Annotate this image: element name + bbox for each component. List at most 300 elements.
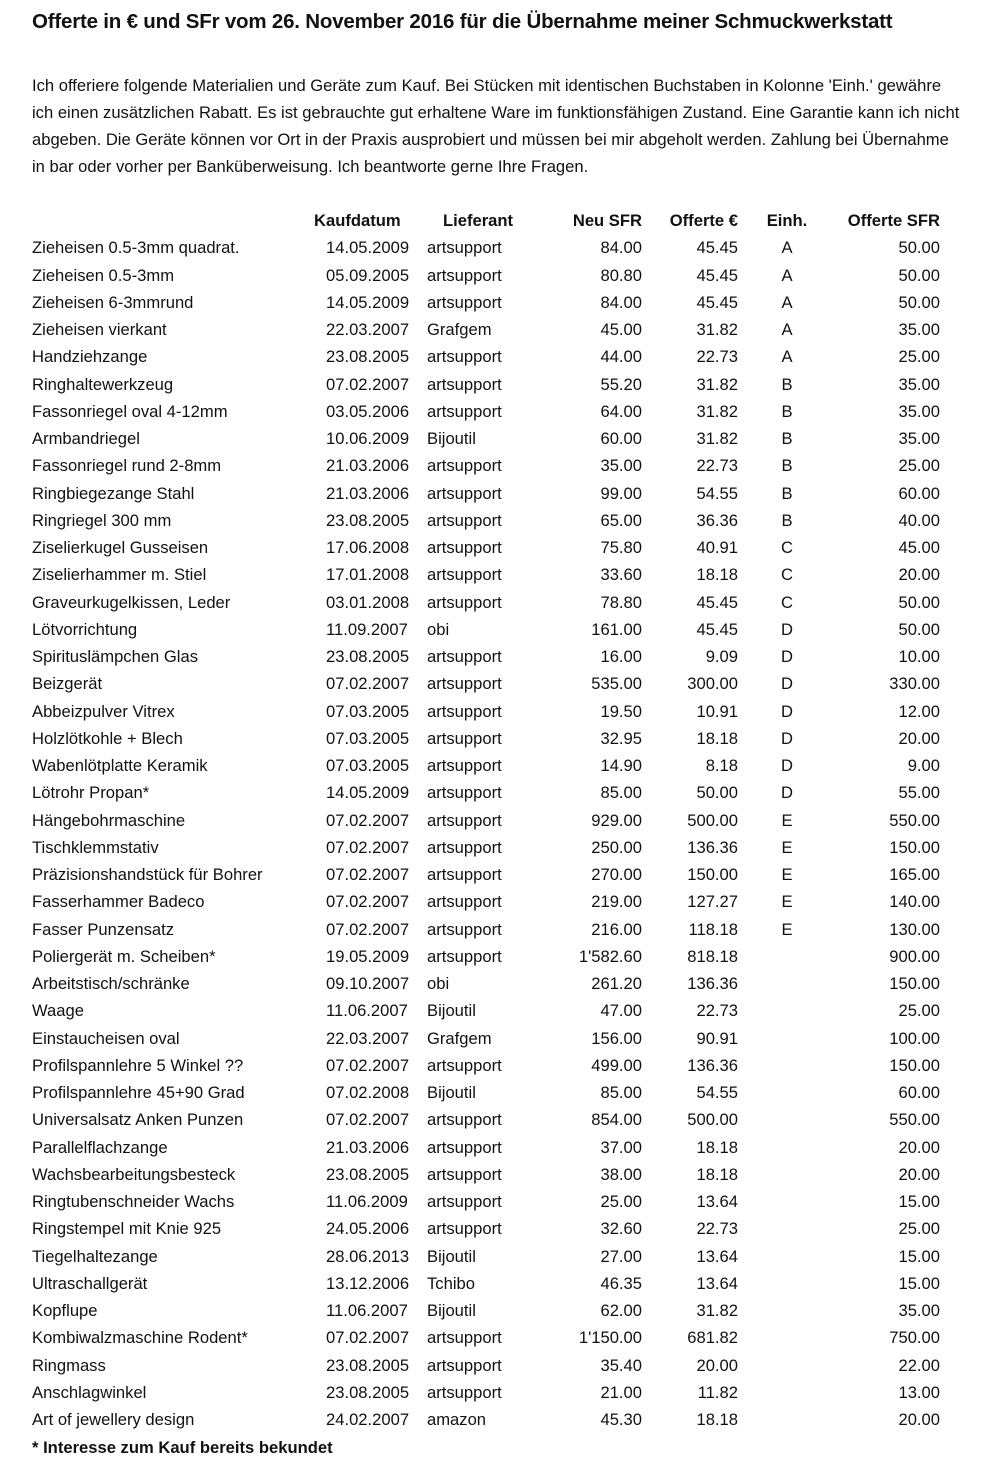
cell-item: Universalsatz Anken Punzen [32, 1110, 244, 1130]
table-row [0, 1106, 982, 1133]
cell-kaufdatum: 07.02.2008 [326, 1083, 410, 1102]
table-row [0, 616, 982, 643]
cell-lieferant: artsupport [427, 810, 502, 830]
cell-item: Einstaucheisen oval [32, 1028, 180, 1048]
cell-neu-sfr: 21.00 [600, 1382, 642, 1402]
cell-offerte-sfr: 60.00 [898, 1083, 940, 1102]
table-row [0, 425, 982, 452]
cell-offerte-eur: 13.64 [696, 1273, 738, 1293]
cell-lieferant: artsupport [427, 265, 502, 285]
cell-offerte-sfr: 13.00 [898, 1382, 940, 1402]
cell-item: Zieheisen 6-3mmrund [32, 292, 194, 312]
table-row [0, 997, 982, 1024]
cell-einh: E [781, 810, 793, 830]
cell-item: Holzlötkohle + Blech [32, 728, 183, 748]
table-row [0, 1379, 982, 1406]
cell-kaufdatum: 19.05.2009 [326, 946, 410, 966]
cell-offerte-sfr: 20.00 [898, 565, 940, 585]
cell-offerte-sfr: 20.00 [898, 1410, 940, 1429]
cell-offerte-eur: 500.00 [687, 810, 738, 830]
cell-kaufdatum: 14.05.2009 [326, 292, 410, 312]
cell-neu-sfr: 44.00 [600, 347, 642, 367]
cell-lieferant: artsupport [427, 865, 502, 884]
cell-offerte-eur: 40.91 [696, 538, 738, 557]
table-row [0, 289, 982, 316]
cell-item: Parallelflachzange [32, 1137, 168, 1157]
table-row [0, 1324, 982, 1351]
cell-offerte-eur: 22.73 [696, 1001, 738, 1021]
cell-offerte-sfr: 140.00 [889, 892, 940, 912]
cell-lieferant: artsupport [427, 892, 502, 912]
cell-offerte-sfr: 35.00 [898, 429, 940, 448]
cell-kaufdatum: 23.08.2005 [326, 1355, 410, 1375]
cell-einh: D [781, 756, 793, 775]
cell-neu-sfr: 46.35 [600, 1273, 642, 1293]
cell-offerte-sfr: 50.00 [898, 592, 940, 612]
cell-kaufdatum: 13.12.2006 [326, 1273, 410, 1293]
cell-offerte-sfr: 25.00 [898, 1001, 940, 1021]
table-row [0, 698, 982, 725]
table-row [0, 888, 982, 915]
table-row [0, 779, 982, 806]
table-row [0, 480, 982, 507]
cell-offerte-eur: 118.18 [688, 919, 738, 939]
cell-offerte-eur: 9.09 [705, 647, 738, 666]
cell-offerte-eur: 11.82 [697, 1382, 738, 1402]
cell-item: Tischklemmstativ [32, 837, 159, 857]
cell-neu-sfr: 270.00 [591, 865, 642, 884]
cell-kaufdatum: 28.06.2013 [326, 1246, 410, 1266]
cell-offerte-eur: 681.82 [687, 1328, 738, 1348]
cell-neu-sfr: 47.00 [600, 1001, 642, 1021]
table-row [0, 1025, 982, 1052]
cell-offerte-sfr: 25.00 [898, 456, 940, 476]
cell-item: Anschlagwinkel [32, 1382, 147, 1402]
cell-kaufdatum: 07.02.2007 [326, 674, 410, 694]
cell-item: Ziselierkugel Gusseisen [32, 538, 209, 557]
cell-lieferant: artsupport [427, 1110, 502, 1130]
cell-offerte-eur: 136.36 [687, 837, 738, 857]
cell-offerte-sfr: 55.00 [898, 783, 940, 803]
cell-lieferant: artsupport [427, 347, 502, 367]
cell-neu-sfr: 45.00 [600, 320, 642, 339]
cell-einh: B [781, 374, 793, 394]
cell-offerte-eur: 90.91 [696, 1028, 738, 1048]
cell-offerte-eur: 31.82 [696, 429, 738, 448]
table-row [0, 262, 982, 289]
cell-offerte-eur: 18.18 [696, 1137, 738, 1157]
cell-offerte-eur: 150.00 [687, 865, 738, 884]
cell-offerte-sfr: 50.00 [898, 292, 940, 312]
cell-einh: B [781, 510, 793, 530]
cell-offerte-sfr: 22.00 [898, 1355, 940, 1375]
cell-lieferant: artsupport [427, 401, 502, 421]
cell-kaufdatum: 11.06.2009 [326, 1192, 408, 1211]
cell-lieferant: Bijoutil [427, 1001, 476, 1021]
cell-einh: C [781, 538, 793, 557]
cell-offerte-sfr: 150.00 [889, 837, 940, 857]
cell-item: Ultraschallgerät [32, 1273, 148, 1293]
cell-neu-sfr: 499.00 [591, 1055, 642, 1075]
cell-kaufdatum: 07.02.2007 [326, 1055, 410, 1075]
cell-lieferant: Grafgem [427, 1028, 492, 1048]
table-row [0, 1079, 982, 1106]
cell-offerte-sfr: 35.00 [898, 401, 940, 421]
cell-offerte-eur: 10.91 [696, 701, 738, 721]
cell-offerte-eur: 31.82 [696, 1301, 738, 1320]
cell-lieferant: Bijoutil [427, 1246, 476, 1266]
table-row [0, 861, 982, 888]
cell-neu-sfr: 75.80 [600, 538, 642, 557]
cell-offerte-eur: 45.45 [696, 265, 738, 285]
cell-item: Profilspannlehre 45+90 Grad [32, 1083, 245, 1102]
cell-offerte-eur: 22.73 [696, 1219, 738, 1239]
table-row [0, 1270, 982, 1297]
table-row [0, 725, 982, 752]
cell-item: Ringtubenschneider Wachs [32, 1192, 235, 1211]
cell-item: Ringhaltewerkzeug [32, 374, 174, 394]
cell-einh: D [781, 728, 793, 748]
cell-offerte-eur: 31.82 [696, 320, 738, 339]
cell-neu-sfr: 216.00 [591, 919, 642, 939]
cell-neu-sfr: 38.00 [600, 1164, 642, 1184]
cell-lieferant: artsupport [427, 1328, 502, 1348]
cell-offerte-eur: 13.64 [696, 1246, 738, 1266]
cell-einh: D [781, 674, 793, 694]
cell-offerte-sfr: 45.00 [898, 538, 940, 557]
cell-einh: A [781, 265, 793, 285]
cell-kaufdatum: 07.03.2005 [326, 701, 410, 721]
cell-kaufdatum: 22.03.2007 [326, 1028, 410, 1048]
cell-item: Zieheisen 0.5-3mm [32, 265, 175, 285]
cell-lieferant: artsupport [427, 1055, 502, 1075]
table-row [0, 1297, 982, 1324]
cell-neu-sfr: 78.80 [600, 592, 642, 612]
cell-offerte-eur: 18.18 [696, 1410, 738, 1429]
cell-lieferant: artsupport [427, 510, 502, 530]
cell-lieferant: artsupport [427, 483, 502, 503]
table-row [0, 1243, 982, 1270]
cell-offerte-eur: 31.82 [696, 401, 738, 421]
cell-offerte-eur: 22.73 [696, 456, 738, 476]
cell-item: Zieheisen vierkant [32, 320, 167, 339]
table-row [0, 371, 982, 398]
cell-item: Fasser Punzensatz [32, 919, 175, 939]
cell-kaufdatum: 09.10.2007 [326, 974, 410, 993]
cell-neu-sfr: 219.00 [591, 892, 642, 912]
cell-neu-sfr: 37.00 [600, 1137, 642, 1157]
cell-neu-sfr: 85.00 [600, 783, 642, 803]
cell-item: Arbeitstisch/schränke [32, 974, 190, 993]
cell-offerte-eur: 136.36 [687, 974, 738, 993]
table-row [0, 234, 982, 261]
cell-item: Ziselierhammer m. Stiel [32, 565, 207, 585]
table-row [0, 1352, 982, 1379]
cell-item: Profilspannlehre 5 Winkel ?? [32, 1055, 244, 1075]
cell-neu-sfr: 85.00 [600, 1083, 642, 1102]
cell-offerte-sfr: 20.00 [898, 728, 940, 748]
cell-kaufdatum: 23.08.2005 [326, 1382, 410, 1402]
cell-offerte-sfr: 20.00 [898, 1137, 940, 1157]
cell-offerte-sfr: 9.00 [907, 756, 940, 775]
cell-neu-sfr: 45.30 [600, 1410, 642, 1429]
cell-lieferant: artsupport [427, 592, 502, 612]
cell-lieferant: artsupport [427, 701, 502, 721]
cell-offerte-sfr: 50.00 [898, 619, 940, 639]
cell-lieferant: artsupport [427, 756, 502, 775]
table-row [0, 1161, 982, 1188]
cell-lieferant: obi [427, 974, 450, 993]
cell-item: Kopflupe [32, 1301, 98, 1320]
cell-einh: B [781, 456, 793, 476]
cell-offerte-sfr: 130.00 [889, 919, 940, 939]
cell-einh: E [781, 919, 793, 939]
cell-offerte-eur: 18.18 [696, 728, 738, 748]
table-row [0, 643, 982, 670]
cell-offerte-sfr: 150.00 [889, 974, 940, 993]
cell-einh: E [781, 837, 793, 857]
cell-einh: E [781, 865, 793, 884]
cell-kaufdatum: 21.03.2006 [326, 1137, 410, 1157]
cell-kaufdatum: 21.03.2006 [326, 483, 410, 503]
cell-lieferant: artsupport [427, 946, 502, 966]
cell-einh: B [781, 401, 793, 421]
cell-offerte-eur: 45.45 [696, 592, 738, 612]
cell-offerte-eur: 36.36 [696, 510, 738, 530]
cell-einh: C [781, 565, 793, 585]
cell-offerte-eur: 300.00 [687, 674, 738, 694]
cell-kaufdatum: 21.03.2006 [326, 456, 410, 476]
table-row [0, 916, 982, 943]
cell-offerte-eur: 18.18 [696, 1164, 738, 1184]
cell-kaufdatum: 22.03.2007 [326, 320, 410, 339]
cell-offerte-sfr: 900.00 [889, 946, 940, 966]
cell-lieferant: artsupport [427, 374, 502, 394]
cell-neu-sfr: 854.00 [591, 1110, 642, 1130]
document-title: Offerte in € und SFr vom 26. November 2016 für die Übernahme meiner Schmuckwerkstatt [32, 10, 893, 33]
cell-einh: D [781, 647, 793, 666]
cell-neu-sfr: 60.00 [600, 429, 642, 448]
cell-offerte-eur: 45.45 [696, 292, 738, 312]
table-row [0, 943, 982, 970]
cell-offerte-sfr: 550.00 [889, 1110, 940, 1130]
cell-offerte-eur: 13.64 [696, 1192, 738, 1211]
cell-lieferant: obi [427, 619, 450, 639]
cell-lieferant: artsupport [427, 292, 502, 312]
cell-item: Ringstempel mit Knie 925 [32, 1219, 222, 1239]
cell-neu-sfr: 19.50 [600, 701, 642, 721]
cell-lieferant: artsupport [427, 728, 502, 748]
cell-item: Tiegelhaltezange [32, 1246, 158, 1266]
header-einh: Einh. [766, 211, 808, 230]
table-row [0, 970, 982, 997]
cell-offerte-eur: 20.00 [696, 1355, 738, 1375]
cell-kaufdatum: 14.05.2009 [326, 783, 410, 803]
cell-einh: A [781, 292, 793, 312]
cell-kaufdatum: 11.06.2007 [326, 1301, 408, 1320]
header-neu-sfr: Neu SFR [572, 211, 642, 230]
cell-lieferant: Bijoutil [427, 1301, 476, 1320]
cell-kaufdatum: 03.01.2008 [326, 592, 410, 612]
cell-kaufdatum: 07.02.2007 [326, 1328, 410, 1348]
cell-kaufdatum: 07.02.2007 [326, 919, 410, 939]
cell-offerte-sfr: 10.00 [898, 647, 940, 666]
cell-offerte-sfr: 15.00 [898, 1192, 940, 1211]
cell-neu-sfr: 27.00 [600, 1246, 642, 1266]
cell-lieferant: artsupport [427, 647, 502, 666]
cell-item: Beizgerät [32, 674, 103, 694]
cell-neu-sfr: 261.20 [591, 974, 642, 993]
cell-item: Fassonriegel rund 2-8mm [32, 456, 222, 476]
table-row [0, 398, 982, 425]
cell-einh: B [781, 483, 793, 503]
intro-paragraph: Ich offeriere folgende Materialien und Geräte zum Kauf. Bei Stücken mit identischen Buchstaben in Kolonne 'Einh.' gewähre ich einen zusätzlichen Rabatt. Es ist gebrauchte gut erhaltene Ware im funktionsfähigen Zustand. Eine Garantie kann ich nicht abgeben. Die Geräte können vor Ort in der Praxis ausprobiert und müssen bei mir abgeholt werden. Zahlung bei Übernahme in bar oder vorher per Banküberweisung. Ich beantworte gerne Ihre Fragen. [32, 76, 960, 176]
cell-neu-sfr: 35.00 [600, 456, 642, 476]
cell-kaufdatum: 07.02.2007 [326, 865, 410, 884]
cell-item: Ringriegel 300 mm [32, 510, 172, 530]
cell-offerte-sfr: 50.00 [898, 265, 940, 285]
cell-item: Waage [32, 1001, 84, 1021]
table-row [0, 534, 982, 561]
cell-einh: D [781, 783, 793, 803]
table-row [0, 343, 982, 370]
cell-item: Spirituslämpchen Glas [32, 647, 199, 666]
cell-lieferant: artsupport [427, 783, 502, 803]
cell-lieferant: artsupport [427, 456, 502, 476]
cell-einh: A [781, 238, 793, 258]
table-row [0, 507, 982, 534]
cell-neu-sfr: 929.00 [591, 810, 642, 830]
cell-lieferant: artsupport [427, 837, 502, 857]
cell-einh: A [781, 320, 793, 339]
cell-item: Art of jewellery design [32, 1410, 195, 1429]
cell-einh: D [781, 701, 793, 721]
cell-offerte-sfr: 12.00 [898, 701, 940, 721]
cell-offerte-sfr: 35.00 [898, 374, 940, 394]
cell-kaufdatum: 03.05.2006 [326, 401, 410, 421]
cell-kaufdatum: 14.05.2009 [326, 238, 410, 258]
cell-item: Wabenlötplatte Keramik [32, 756, 208, 775]
cell-kaufdatum: 07.02.2007 [326, 374, 410, 394]
cell-lieferant: artsupport [427, 1355, 502, 1375]
cell-item: Lötvorrichtung [32, 619, 138, 639]
table-row [0, 316, 982, 343]
table-row [0, 452, 982, 479]
cell-neu-sfr: 14.90 [600, 756, 642, 775]
cell-offerte-sfr: 35.00 [898, 1301, 940, 1320]
cell-kaufdatum: 11.06.2007 [326, 1001, 408, 1021]
cell-kaufdatum: 17.06.2008 [326, 538, 410, 557]
cell-neu-sfr: 84.00 [600, 238, 642, 258]
cell-item: Armbandriegel [32, 429, 140, 448]
cell-kaufdatum: 23.08.2005 [326, 1164, 410, 1184]
cell-kaufdatum: 11.09.2007 [326, 619, 408, 639]
cell-item: Abbeizpulver Vitrex [32, 701, 175, 721]
offer-table [0, 207, 982, 1433]
cell-offerte-sfr: 150.00 [889, 1055, 940, 1075]
cell-einh: C [781, 592, 793, 612]
cell-item: Graveurkugelkissen, Leder [32, 592, 231, 612]
cell-item: Ringmass [32, 1355, 106, 1375]
cell-offerte-eur: 50.00 [696, 783, 738, 803]
cell-neu-sfr: 99.00 [600, 483, 642, 503]
cell-kaufdatum: 07.03.2005 [326, 728, 410, 748]
cell-lieferant: Tchibo [427, 1273, 475, 1293]
cell-lieferant: artsupport [427, 919, 502, 939]
cell-offerte-sfr: 35.00 [898, 320, 940, 339]
cell-offerte-sfr: 15.00 [898, 1273, 940, 1293]
cell-offerte-sfr: 330.00 [889, 674, 940, 694]
cell-neu-sfr: 16.00 [600, 647, 642, 666]
cell-offerte-eur: 45.45 [696, 238, 738, 258]
cell-neu-sfr: 35.40 [600, 1355, 642, 1375]
cell-kaufdatum: 07.02.2007 [326, 810, 410, 830]
cell-kaufdatum: 24.05.2006 [326, 1219, 410, 1239]
cell-lieferant: artsupport [427, 674, 502, 694]
cell-neu-sfr: 156.00 [591, 1028, 642, 1048]
cell-neu-sfr: 1'150.00 [578, 1328, 642, 1348]
table-row [0, 1215, 982, 1242]
cell-offerte-sfr: 25.00 [898, 347, 940, 367]
footnote: * Interesse zum Kauf bereits bekundet [32, 1438, 333, 1457]
cell-neu-sfr: 250.00 [591, 837, 642, 857]
table-row [0, 1188, 982, 1215]
cell-item: Kombiwalzmaschine Rodent* [32, 1328, 248, 1348]
cell-lieferant: artsupport [427, 1192, 502, 1211]
cell-lieferant: artsupport [427, 1219, 502, 1239]
cell-offerte-eur: 127.27 [687, 892, 738, 912]
cell-kaufdatum: 24.02.2007 [326, 1410, 410, 1429]
table-row [0, 589, 982, 616]
cell-item: Fasserhammer Badeco [32, 892, 205, 912]
table-row [0, 807, 982, 834]
cell-kaufdatum: 07.02.2007 [326, 1110, 410, 1130]
cell-offerte-sfr: 100.00 [889, 1028, 940, 1048]
cell-neu-sfr: 65.00 [600, 510, 642, 530]
cell-kaufdatum: 23.08.2005 [326, 347, 410, 367]
header-kaufdatum: Kaufdatum [314, 211, 401, 230]
table-row [0, 670, 982, 697]
cell-einh: B [781, 429, 793, 448]
cell-neu-sfr: 62.00 [600, 1301, 642, 1320]
cell-item: Handziehzange [32, 347, 148, 367]
table-header-row [0, 207, 982, 234]
cell-offerte-eur: 31.82 [696, 374, 738, 394]
cell-offerte-eur: 18.18 [696, 565, 738, 585]
cell-item: Poliergerät m. Scheiben* [32, 946, 216, 966]
cell-offerte-sfr: 165.00 [889, 865, 940, 884]
header-offerte-sfr: Offerte SFR [847, 211, 940, 230]
cell-lieferant: Bijoutil [427, 1083, 476, 1102]
cell-lieferant: artsupport [427, 1382, 502, 1402]
cell-lieferant: artsupport [427, 1164, 502, 1184]
cell-item: Fassonriegel oval 4-12mm [32, 401, 228, 421]
cell-neu-sfr: 84.00 [600, 292, 642, 312]
cell-item: Zieheisen 0.5-3mm quadrat. [32, 238, 240, 258]
cell-item: Hängebohrmaschine [32, 810, 186, 830]
cell-neu-sfr: 32.95 [600, 728, 642, 748]
cell-neu-sfr: 80.80 [600, 265, 642, 285]
cell-item: Präzisionshandstück für Bohrer [32, 865, 263, 884]
cell-offerte-sfr: 550.00 [889, 810, 940, 830]
table-row [0, 1052, 982, 1079]
cell-item: Wachsbearbeitungsbesteck [32, 1164, 236, 1184]
cell-lieferant: amazon [427, 1410, 487, 1429]
table-row [0, 1134, 982, 1161]
cell-offerte-eur: 136.36 [687, 1055, 738, 1075]
cell-neu-sfr: 33.60 [600, 565, 642, 585]
cell-offerte-sfr: 25.00 [898, 1219, 940, 1239]
